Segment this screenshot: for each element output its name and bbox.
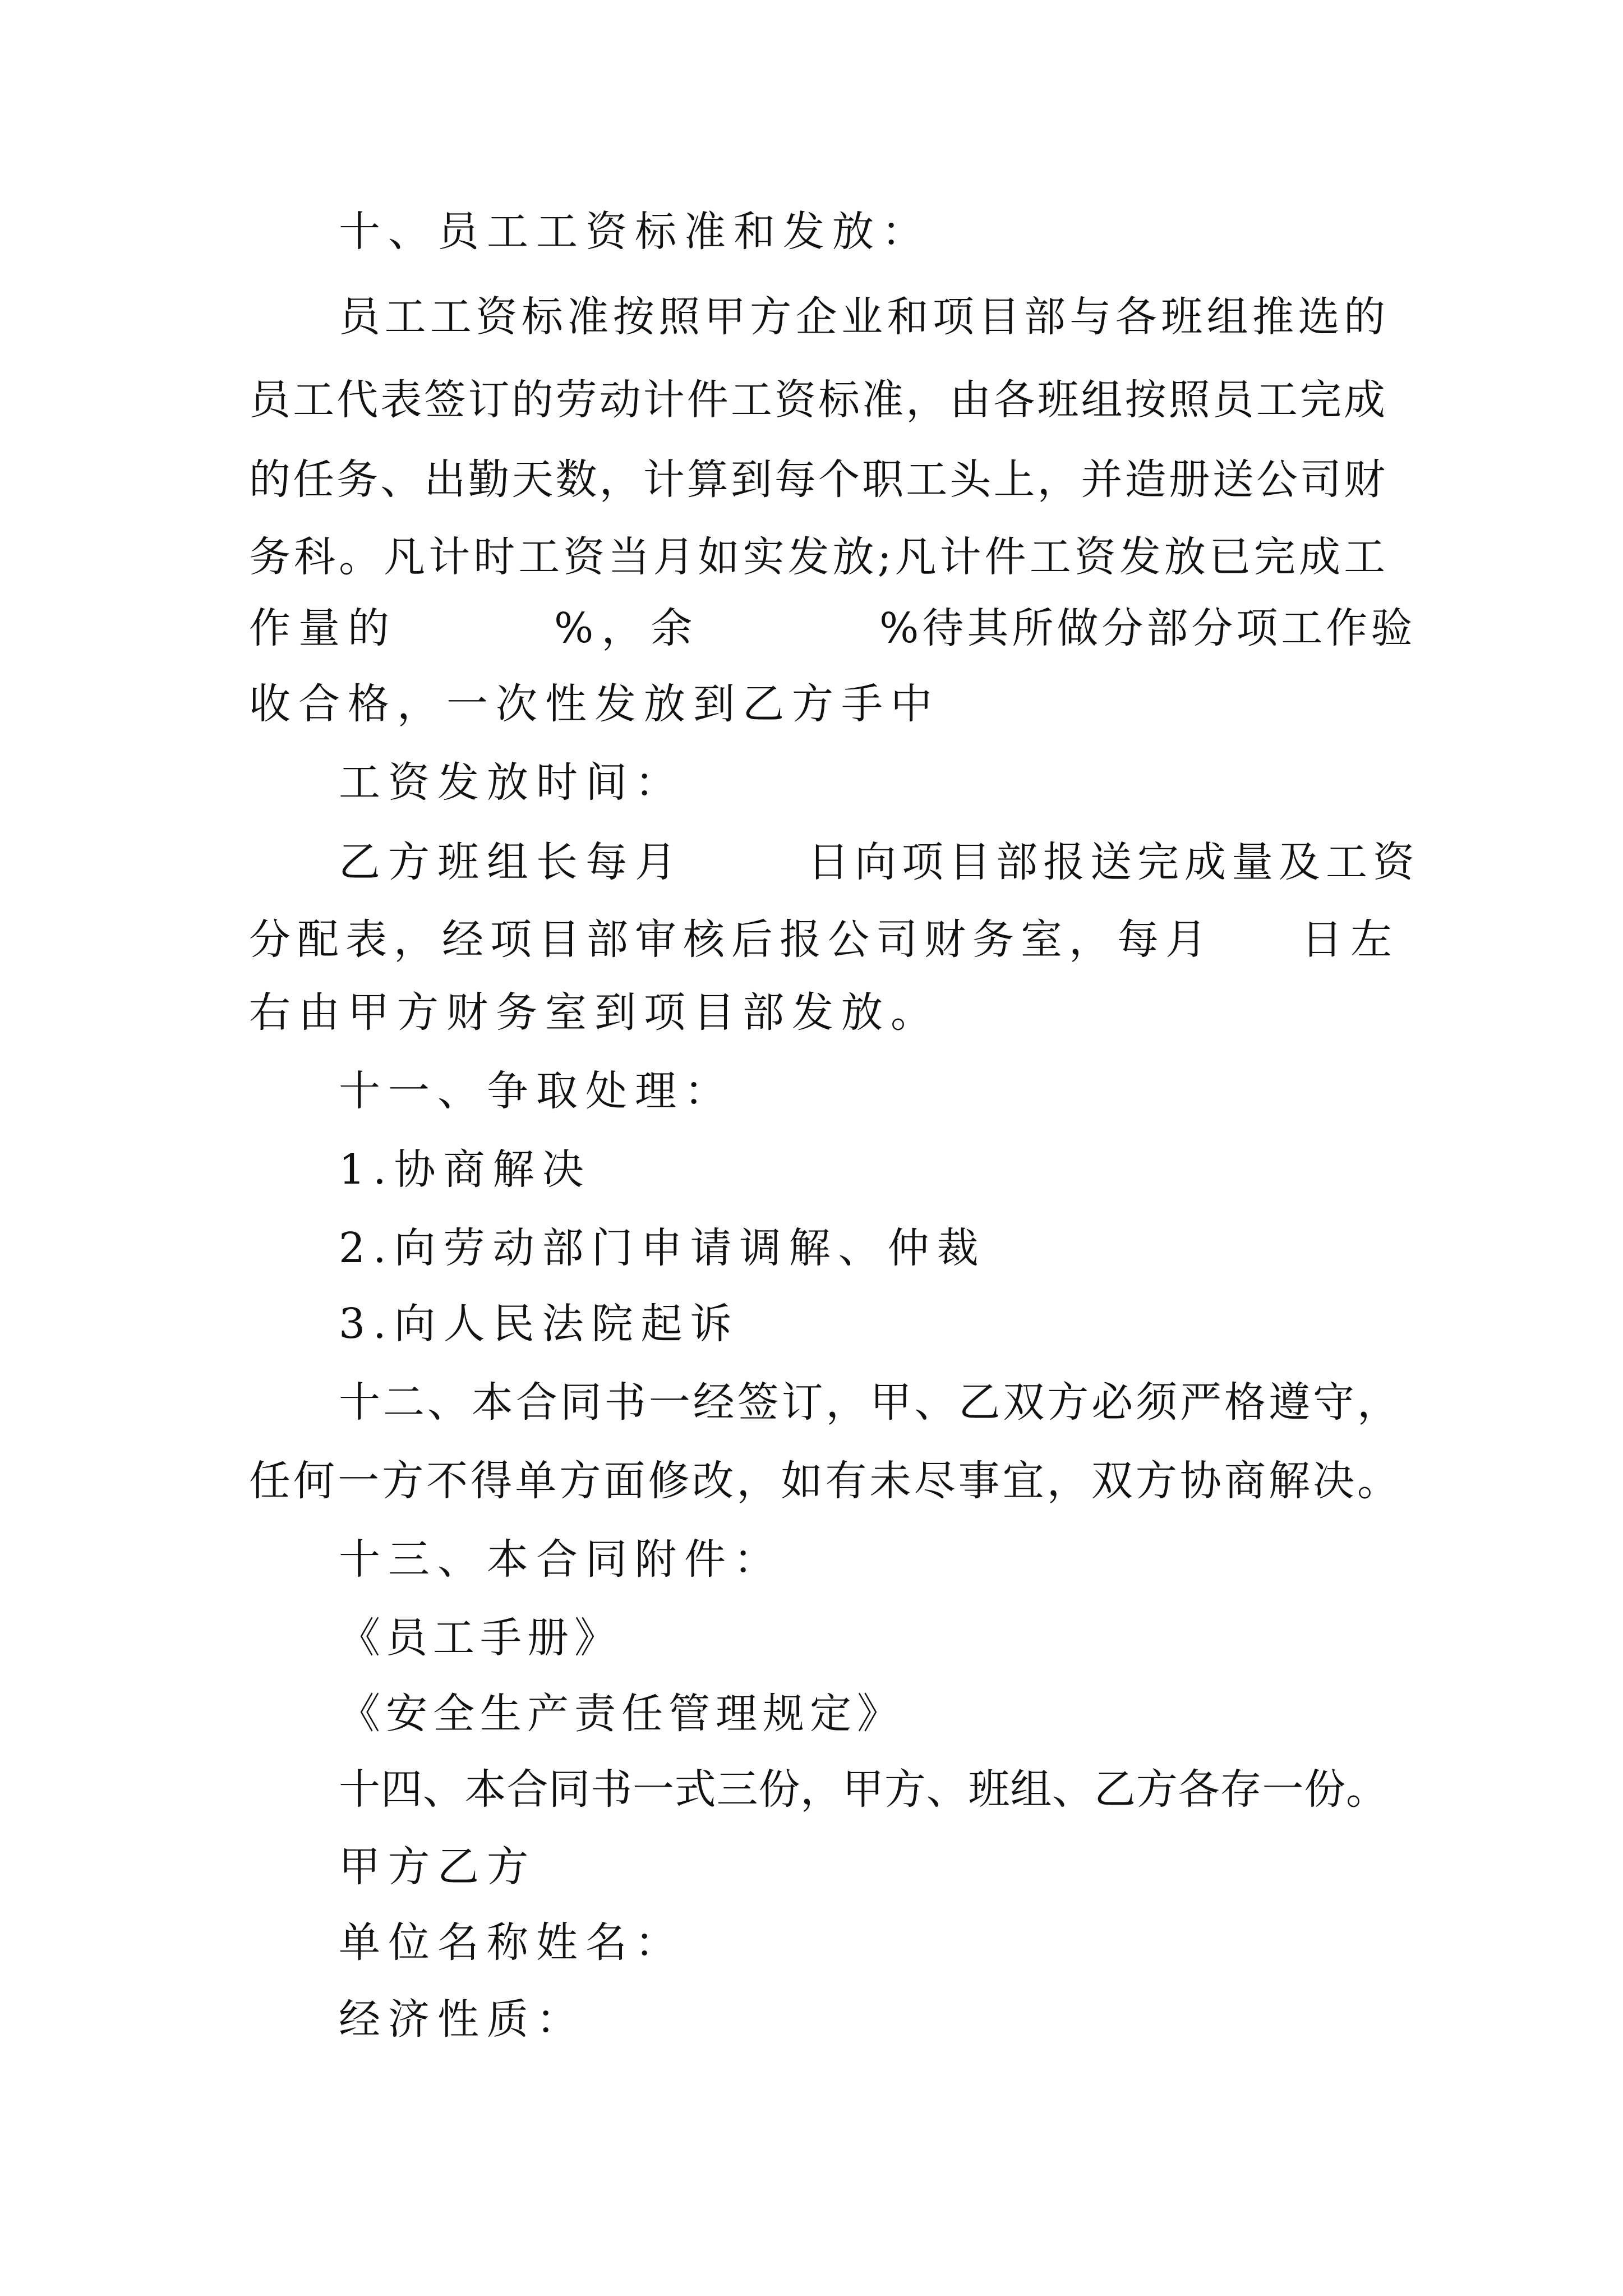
paragraph-line: 员工工资标准按照甲方企业和项目部与各班组推选的 [339, 293, 1385, 341]
list-item: 1.协商解决 [339, 1145, 592, 1194]
paragraph-line-part: 乙方班组长每月 [339, 838, 684, 886]
paragraph-line: 员工代表签订的劳动计件工资标准，由各班组按照员工完成 [249, 376, 1385, 424]
economic-nature-label: 经济性质： [339, 1995, 585, 2044]
attachment-item: 《安全生产责任管理规定》 [339, 1690, 904, 1738]
list-item: 2.向劳动部门申请调解、仲裁 [339, 1224, 986, 1272]
paragraph-line-part: 分配表，经项目部审核后报公司财务室，每月 [249, 915, 1214, 964]
attachment-item: 《员工手册》 [339, 1614, 621, 1662]
section-13-heading: 十三、本合同附件： [339, 1535, 783, 1584]
section-14-line: 十四、本合同书一式三份，甲方、班组、乙方各存一份。 [339, 1765, 1387, 1814]
paragraph-line: 务科。凡计时工资当月如实发放;凡计件工资发放已完成工 [249, 533, 1385, 581]
parties-label: 甲方乙方 [339, 1843, 536, 1891]
paragraph-line-part: %，余 [554, 604, 700, 652]
paragraph-line-part: 作量的 [249, 604, 397, 652]
paragraph-line: 右由甲方财务室到项目部发放。 [249, 988, 940, 1037]
section-10-heading: 十、员工工资标准和发放： [339, 208, 931, 256]
section-12-line: 任何一方不得单方面修改，如有未尽事宜，双方协商解决。 [249, 1457, 1399, 1505]
list-item: 3.向人民法院起诉 [339, 1300, 740, 1348]
paragraph-line: 收合格，一次性发放到乙方手中 [249, 680, 940, 728]
paragraph-line-part: 日向项目部报送完成量及工资 [808, 838, 1420, 886]
paragraph-line-part: 日左 [1301, 915, 1400, 964]
pay-time-label: 工资发放时间： [339, 758, 684, 807]
unit-name-label: 单位名称姓名： [339, 1918, 684, 1967]
paragraph-line: 的任务、出勤天数，计算到每个职工头上，并造册送公司财 [249, 455, 1385, 504]
section-12-line: 十二、本合同书一经签订，甲、乙双方必须严格遵守， [339, 1378, 1399, 1427]
section-11-heading: 十一、争取处理： [339, 1067, 734, 1115]
paragraph-line-part: %待其所做分部分项工作验 [879, 604, 1416, 652]
